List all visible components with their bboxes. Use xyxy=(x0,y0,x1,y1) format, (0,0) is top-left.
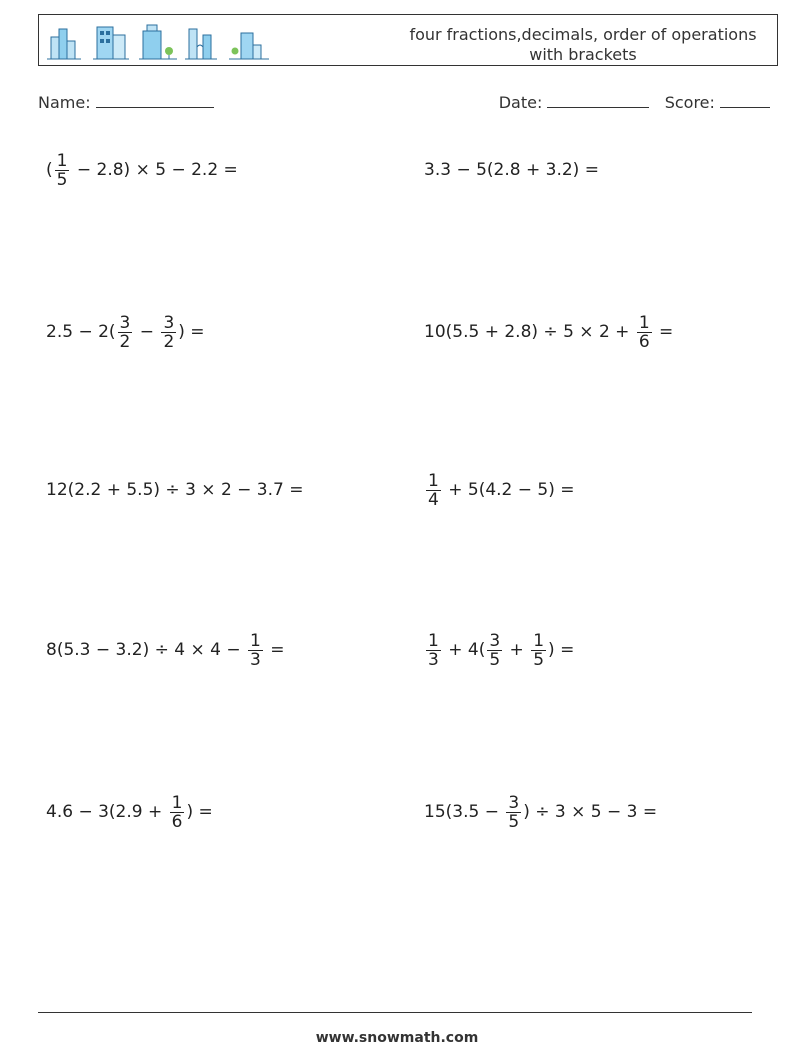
problem-4 xyxy=(424,312,673,352)
expression-text: + xyxy=(504,640,530,660)
fraction xyxy=(426,472,441,509)
fraction-numerator: 3 xyxy=(508,792,520,813)
problem-6 xyxy=(424,470,575,510)
title-line-2: with brackets xyxy=(529,45,637,64)
problem-5 xyxy=(46,470,304,510)
problem-9 xyxy=(46,792,213,832)
fraction-denominator: 2 xyxy=(119,331,131,352)
problem-10 xyxy=(424,792,657,832)
fraction-numerator: 1 xyxy=(638,312,650,333)
fraction xyxy=(55,152,70,189)
fraction-numerator: 1 xyxy=(428,470,439,491)
expression-text: 15(3.5 − xyxy=(424,802,505,822)
fraction-denominator: 6 xyxy=(171,811,183,832)
problem-2 xyxy=(424,150,599,190)
footer-url: www.snowmath.com xyxy=(315,1030,479,1046)
problem-3 xyxy=(46,312,205,352)
building-icon xyxy=(47,29,81,59)
fraction-numerator: 1 xyxy=(250,630,261,651)
fraction xyxy=(248,632,263,669)
fraction xyxy=(506,794,521,831)
footer-divider xyxy=(38,1012,752,1013)
worksheet-title xyxy=(403,25,763,65)
date-label: Date: xyxy=(498,93,543,112)
expression-text: ) = xyxy=(186,802,213,822)
building-icon xyxy=(185,29,217,59)
fraction-denominator: 3 xyxy=(428,649,439,670)
building-icon xyxy=(229,33,269,59)
expression-text: 2.5 − 2( xyxy=(46,322,116,342)
fraction xyxy=(426,632,441,669)
score-label: Score: xyxy=(664,93,715,112)
building-icon xyxy=(93,27,129,59)
fraction xyxy=(487,632,502,669)
expression-text: = xyxy=(264,640,285,660)
expression-text: − 2.8) × 5 − 2.2 = xyxy=(71,160,238,180)
score-blank[interactable] xyxy=(720,92,770,108)
expression-text: + 5(4.2 − 5) = xyxy=(442,480,575,500)
fraction xyxy=(637,314,652,351)
fraction xyxy=(118,314,133,351)
expression-text: 8(5.3 − 3.2) ÷ 4 × 4 − xyxy=(46,640,246,660)
expression-text: 10(5.5 + 2.8) ÷ 5 × 2 + xyxy=(424,322,635,342)
problem-8 xyxy=(424,630,574,670)
fraction-denominator: 3 xyxy=(250,649,261,670)
fraction-numerator: 1 xyxy=(428,630,439,651)
building-icon xyxy=(139,25,177,59)
fraction-denominator: 2 xyxy=(163,331,175,352)
fraction-numerator: 3 xyxy=(489,630,501,651)
date-score-fields xyxy=(499,92,770,112)
date-blank[interactable] xyxy=(547,92,649,108)
fraction-denominator: 5 xyxy=(533,649,545,670)
logo-strip xyxy=(45,21,275,61)
buildings-logo-icon xyxy=(45,21,275,63)
fraction-numerator: 1 xyxy=(56,150,68,171)
fraction-numerator: 1 xyxy=(533,630,545,651)
fraction-denominator: 5 xyxy=(56,169,68,190)
fraction-denominator: 5 xyxy=(489,649,501,670)
problem-7 xyxy=(46,630,284,670)
expression-text: ) = xyxy=(178,322,205,342)
fraction xyxy=(161,314,176,351)
expression-text: 4.6 − 3(2.9 + xyxy=(46,802,168,822)
title-line-1: four fractions,decimals, order of operations xyxy=(409,25,757,44)
worksheet-header xyxy=(38,14,778,66)
fraction-denominator: 6 xyxy=(638,331,650,352)
name-label: Name: xyxy=(38,93,91,112)
expression-text: ) ÷ 3 × 5 − 3 = xyxy=(523,802,658,822)
name-blank[interactable] xyxy=(96,92,214,108)
expression-text: + 4( xyxy=(442,640,486,660)
fraction-numerator: 1 xyxy=(171,792,183,813)
problem-1 xyxy=(46,150,238,190)
expression-text: 12(2.2 + 5.5) ÷ 3 × 2 − 3.7 = xyxy=(46,480,304,500)
fraction-numerator: 3 xyxy=(163,312,175,333)
expression-text: ) = xyxy=(548,640,575,660)
expression-text: ( xyxy=(46,160,53,180)
expression-text: − xyxy=(134,322,160,342)
expression-text: 3.3 − 5(2.8 + 3.2) = xyxy=(424,160,599,180)
fraction-denominator: 5 xyxy=(508,811,520,832)
fraction-denominator: 4 xyxy=(428,489,439,510)
expression-text: = xyxy=(653,322,674,342)
fraction xyxy=(170,794,185,831)
fraction xyxy=(531,632,546,669)
name-field xyxy=(38,92,214,112)
fraction-numerator: 3 xyxy=(119,312,131,333)
